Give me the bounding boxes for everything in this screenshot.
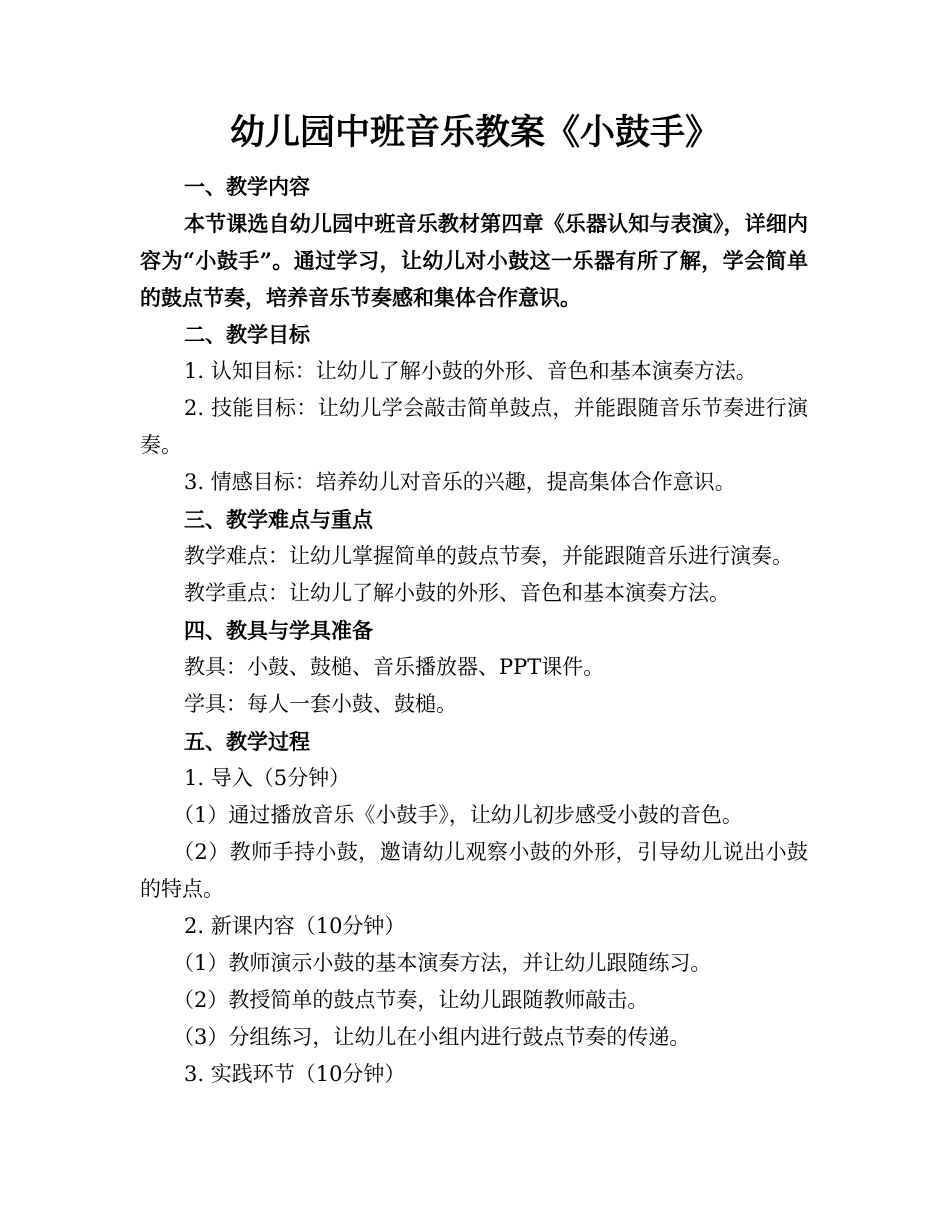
section-heading-materials: 四、教具与学具准备 xyxy=(184,618,373,643)
process-intro-item-2: （2）教师手持小鼓，邀请幼儿观察小鼓的外形，引导幼儿说出小鼓的特点。 xyxy=(140,840,808,901)
section-heading-content: 一、教学内容 xyxy=(184,174,310,199)
goal-skill: 2. 技能目标：让幼儿学会敲击简单鼓点，并能跟随音乐节奏进行演奏。 xyxy=(140,396,808,457)
document-body xyxy=(140,168,808,1093)
content-paragraph: 本节课选自幼儿园中班音乐教材第四章《乐器认知与表演》，详细内容为“小鼓手”。通过学习，让幼儿对小鼓这一乐器有所了解，学会简单的鼓点节奏，培养音乐节奏感和集体合作意识。 xyxy=(140,211,808,310)
process-intro-item-1: （1）通过播放音乐《小鼓手》，让幼儿初步感受小鼓的音色。 xyxy=(173,803,743,827)
process-new-item-1: （1）教师演示小鼓的基本演奏方法，并让幼儿跟随练习。 xyxy=(173,951,712,975)
process-step-intro: 1. 导入（5分钟） xyxy=(184,766,351,790)
document-title: 幼儿园中班音乐教案《小鼓手》 xyxy=(229,112,720,153)
teaching-difficulty: 教学难点：让幼儿掌握简单的鼓点节奏，并能跟随音乐进行演奏。 xyxy=(184,544,793,568)
section-heading-process: 五、教学过程 xyxy=(184,729,310,754)
goal-cognitive: 1. 认知目标：让幼儿了解小鼓的外形、音色和基本演奏方法。 xyxy=(184,359,757,383)
process-step-practice: 3. 实践环节（10分钟） xyxy=(184,1062,406,1086)
process-step-new-content: 2. 新课内容（10分钟） xyxy=(184,914,406,938)
student-materials: 学具：每人一套小鼓、鼓槌。 xyxy=(184,692,457,716)
teacher-materials: 教具：小鼓、鼓槌、音乐播放器、PPT课件。 xyxy=(184,655,605,679)
goal-emotion: 3. 情感目标：培养幼儿对音乐的兴趣，提高集体合作意识。 xyxy=(184,470,736,494)
process-new-item-3: （3）分组练习，让幼儿在小组内进行鼓点节奏的传递。 xyxy=(173,1025,691,1049)
section-heading-difficulty: 三、教学难点与重点 xyxy=(184,507,373,532)
section-heading-goals: 二、教学目标 xyxy=(184,322,310,347)
teaching-focus: 教学重点：让幼儿了解小鼓的外形、音色和基本演奏方法。 xyxy=(184,581,730,605)
process-new-item-2: （2）教授简单的鼓点节奏，让幼儿跟随教师敲击。 xyxy=(173,988,649,1012)
